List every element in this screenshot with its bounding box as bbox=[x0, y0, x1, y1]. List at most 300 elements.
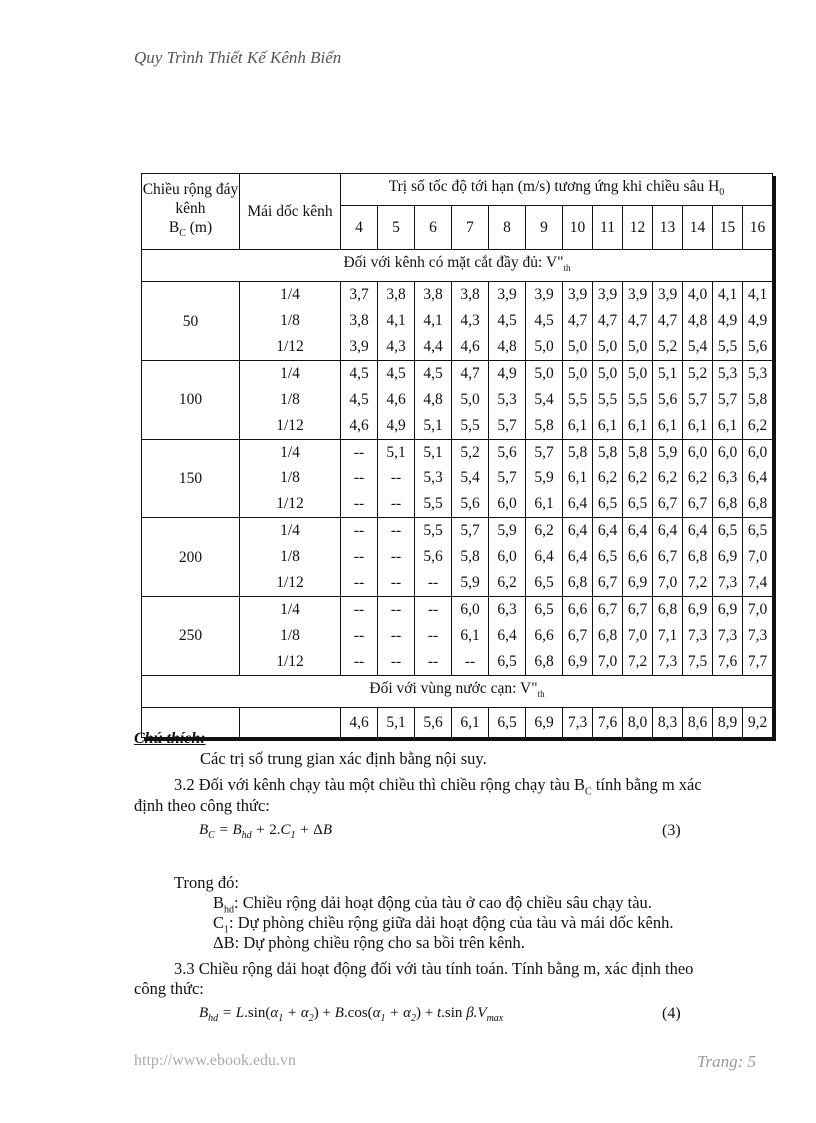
speed-value: 5,0 bbox=[567, 337, 588, 355]
speed-value: -- bbox=[390, 652, 402, 670]
speed-value: 4,3 bbox=[386, 337, 406, 355]
speed-value: -- bbox=[353, 573, 365, 591]
speed-cell bbox=[526, 518, 563, 597]
speed-value: 6,8 bbox=[717, 495, 738, 513]
depth-header-cell: 8 bbox=[489, 206, 526, 250]
col-header-slope: Mái dốc kênh bbox=[240, 174, 341, 250]
speed-value: -- bbox=[353, 443, 365, 461]
slope-value: 1/8 bbox=[280, 469, 300, 487]
speed-value: 6,8 bbox=[747, 495, 768, 513]
shallow-speed-cell: 6,9 bbox=[526, 707, 563, 737]
speed-cell bbox=[653, 282, 683, 361]
speed-value: 6,0 bbox=[460, 600, 480, 618]
speed-cell bbox=[415, 282, 452, 361]
speed-value: -- bbox=[390, 495, 402, 513]
speed-value: 6,8 bbox=[567, 573, 588, 591]
speed-value: -- bbox=[427, 626, 439, 644]
speed-cell bbox=[341, 360, 378, 439]
width-cell: 150 bbox=[142, 439, 240, 518]
speed-value: 7,3 bbox=[687, 626, 708, 644]
speed-value: 5,8 bbox=[747, 390, 768, 408]
speed-value: 7,5 bbox=[687, 652, 708, 670]
speed-value: 4,5 bbox=[349, 364, 369, 382]
slope-value: 1/4 bbox=[280, 443, 300, 461]
speed-value: 6,6 bbox=[627, 548, 648, 566]
speed-value: 7,6 bbox=[717, 652, 738, 670]
slope-value: 1/8 bbox=[280, 548, 300, 566]
speed-value: 6,5 bbox=[534, 573, 554, 591]
speed-value: 4,7 bbox=[657, 312, 678, 330]
speed-value: -- bbox=[353, 600, 365, 618]
speed-value: 5,7 bbox=[534, 443, 554, 461]
slope-cell bbox=[240, 360, 341, 439]
speed-value: 4,6 bbox=[460, 337, 480, 355]
col-header-speed: Trị số tốc độ tới hạn (m/s) tương ứng khi chiều sâu $H_0$ bbox=[341, 174, 773, 206]
speed-value: 3,9 bbox=[349, 337, 369, 355]
speed-cell bbox=[713, 282, 743, 361]
section-3-2-line2: định theo công thức: bbox=[134, 796, 270, 815]
speed-value: 5,5 bbox=[567, 390, 588, 408]
speed-value: 6,5 bbox=[534, 600, 554, 618]
section-shallow-water: Đối với vùng nước cạn: $V"_{th}$ bbox=[142, 675, 773, 707]
depth-header-cell: 14 bbox=[683, 206, 713, 250]
speed-cell bbox=[563, 596, 593, 675]
speed-value: 7,4 bbox=[747, 573, 768, 591]
equation-3-number: (3) bbox=[662, 822, 681, 839]
speed-value: 6,6 bbox=[534, 626, 554, 644]
speed-value: 5,0 bbox=[567, 364, 588, 382]
speed-value: 5,8 bbox=[567, 443, 588, 461]
speed-value: 5,5 bbox=[717, 337, 738, 355]
slope-cell bbox=[240, 282, 341, 361]
speed-value: 5,9 bbox=[460, 573, 480, 591]
speed-value: 6,7 bbox=[687, 495, 708, 513]
speed-cell bbox=[743, 518, 773, 597]
speed-cell bbox=[683, 360, 713, 439]
speed-value: 5,9 bbox=[497, 522, 517, 540]
speed-value: 5,0 bbox=[627, 337, 648, 355]
speed-cell bbox=[526, 282, 563, 361]
speed-cell bbox=[489, 596, 526, 675]
speed-cell bbox=[743, 360, 773, 439]
depth-header-cell: 9 bbox=[526, 206, 563, 250]
where-label: Trong đó: bbox=[174, 873, 239, 892]
shallow-speed-cell: 4,6 bbox=[341, 707, 378, 737]
section-full-cross-section: Đối với kênh có mặt cắt đầy đủ: $V"_{th}$ bbox=[142, 250, 773, 282]
speed-value: 4,9 bbox=[747, 312, 768, 330]
speed-value: 6,5 bbox=[597, 548, 618, 566]
speed-cell bbox=[378, 518, 415, 597]
speed-value: 6,5 bbox=[497, 652, 517, 670]
speed-value: 5,0 bbox=[534, 364, 554, 382]
speed-value: 5,7 bbox=[687, 390, 708, 408]
slope-value: 1/12 bbox=[276, 337, 304, 355]
speed-value: 6,4 bbox=[567, 548, 588, 566]
speed-cell bbox=[415, 360, 452, 439]
speed-value: -- bbox=[353, 652, 365, 670]
speed-value: 6,9 bbox=[687, 600, 708, 618]
speed-value: 5,1 bbox=[657, 364, 678, 382]
speed-value: 6,2 bbox=[627, 469, 648, 487]
speed-value: 4,5 bbox=[386, 364, 406, 382]
slope-value: 1/8 bbox=[280, 390, 300, 408]
speed-value: 4,5 bbox=[423, 364, 443, 382]
slope-value: 1/8 bbox=[280, 626, 300, 644]
speed-value: 3,8 bbox=[460, 286, 480, 304]
slope-value: 1/12 bbox=[276, 495, 304, 513]
speed-value: 7,2 bbox=[687, 573, 708, 591]
speed-value: 6,1 bbox=[717, 416, 738, 434]
speed-cell bbox=[563, 360, 593, 439]
speed-value: 5,2 bbox=[687, 364, 708, 382]
shallow-speed-cell: 9,2 bbox=[743, 707, 773, 737]
speed-value: 4,9 bbox=[497, 364, 517, 382]
speed-value: 3,8 bbox=[423, 286, 443, 304]
speed-cell bbox=[341, 439, 378, 518]
section-3-3-line2: công thức: bbox=[134, 979, 204, 998]
speed-cell bbox=[452, 282, 489, 361]
speed-value: 6,0 bbox=[717, 443, 738, 461]
speed-value: 5,5 bbox=[460, 416, 480, 434]
speed-cell bbox=[341, 282, 378, 361]
speed-cell bbox=[526, 596, 563, 675]
slope-value: 1/8 bbox=[280, 312, 300, 330]
speed-value: 6,8 bbox=[597, 626, 618, 644]
speed-cell bbox=[489, 282, 526, 361]
speed-value: 6,4 bbox=[567, 495, 588, 513]
speed-cell bbox=[452, 360, 489, 439]
speed-value: 4,5 bbox=[349, 390, 369, 408]
speed-cell bbox=[743, 282, 773, 361]
speed-value: 3,9 bbox=[627, 286, 648, 304]
speed-value: 6,8 bbox=[657, 600, 678, 618]
speed-value: 3,7 bbox=[349, 286, 369, 304]
depth-header-cell: 15 bbox=[713, 206, 743, 250]
speed-value: 6,5 bbox=[627, 495, 648, 513]
footer-url: http://www.ebook.edu.vn bbox=[134, 1052, 297, 1069]
speed-cell bbox=[593, 596, 623, 675]
speed-value: -- bbox=[390, 626, 402, 644]
speed-value: 6,8 bbox=[687, 548, 708, 566]
speed-value: 6,4 bbox=[687, 522, 708, 540]
shallow-speed-cell: 8,6 bbox=[683, 707, 713, 737]
speed-value: 6,2 bbox=[534, 522, 554, 540]
speed-cell bbox=[683, 439, 713, 518]
shallow-speed-cell: 7,3 bbox=[563, 707, 593, 737]
table-row bbox=[142, 596, 773, 675]
depth-header-cell: 4 bbox=[341, 206, 378, 250]
speed-value: 5,8 bbox=[460, 548, 480, 566]
speed-cell bbox=[653, 360, 683, 439]
speed-value: 3,9 bbox=[534, 286, 554, 304]
speed-cell bbox=[378, 360, 415, 439]
speed-value: 6,0 bbox=[687, 443, 708, 461]
definition-delta-b: ΔB: Dự phòng chiều rộng cho sa bồi trên kênh. bbox=[213, 933, 525, 952]
speed-value: 7,0 bbox=[657, 573, 678, 591]
speed-value: -- bbox=[390, 548, 402, 566]
shallow-empty-cell bbox=[240, 707, 341, 737]
shallow-speed-cell: 8,0 bbox=[623, 707, 653, 737]
speed-cell bbox=[743, 439, 773, 518]
speed-cell bbox=[713, 360, 743, 439]
speed-value: -- bbox=[464, 652, 476, 670]
speed-value: 5,3 bbox=[717, 364, 738, 382]
shallow-speed-cell: 8,9 bbox=[713, 707, 743, 737]
width-cell: 250 bbox=[142, 596, 240, 675]
depth-header-cell: 11 bbox=[593, 206, 623, 250]
depth-header-cell: 5 bbox=[378, 206, 415, 250]
width-cell: 50 bbox=[142, 282, 240, 361]
speed-value: 4,7 bbox=[460, 364, 480, 382]
speed-cell bbox=[415, 439, 452, 518]
speed-cell bbox=[683, 282, 713, 361]
speed-value: 6,9 bbox=[627, 573, 648, 591]
speed-value: 6,4 bbox=[627, 522, 648, 540]
shallow-speed-cell: 6,5 bbox=[489, 707, 526, 737]
section-3-3-line1: 3.3 Chiều rộng dải hoạt động đối với tàu tính toán. Tính bằng m, xác định theo bbox=[174, 959, 694, 978]
slope-value: 1/4 bbox=[280, 522, 300, 540]
speed-value: 6,1 bbox=[460, 626, 480, 644]
speed-cell bbox=[526, 360, 563, 439]
speed-value: 5,5 bbox=[597, 390, 618, 408]
speed-value: 6,5 bbox=[597, 495, 618, 513]
footer-page-number: Trang: 5 bbox=[697, 1052, 757, 1071]
speed-value: 6,1 bbox=[657, 416, 678, 434]
speed-value: 4,5 bbox=[534, 312, 554, 330]
speed-cell bbox=[623, 596, 653, 675]
speed-cell bbox=[623, 360, 653, 439]
speed-value: 5,3 bbox=[497, 390, 517, 408]
speed-value: 6,1 bbox=[534, 495, 554, 513]
speed-value: 6,4 bbox=[747, 469, 768, 487]
speed-cell bbox=[683, 518, 713, 597]
speed-value: 5,5 bbox=[423, 522, 443, 540]
speed-value: 4,6 bbox=[386, 390, 406, 408]
speed-value: 6,7 bbox=[627, 600, 648, 618]
speed-cell bbox=[452, 439, 489, 518]
page-header-title: Quy Trình Thiết Kế Kênh Biển bbox=[134, 48, 342, 67]
speed-cell bbox=[653, 439, 683, 518]
speed-value: 5,0 bbox=[627, 364, 648, 382]
speed-value: 6,2 bbox=[687, 469, 708, 487]
speed-value: 3,9 bbox=[497, 286, 517, 304]
speed-value: 5,5 bbox=[627, 390, 648, 408]
speed-value: 4,3 bbox=[460, 312, 480, 330]
speed-value: 7,2 bbox=[627, 652, 648, 670]
speed-value: 6,3 bbox=[717, 469, 738, 487]
table-row bbox=[142, 439, 773, 518]
slope-value: 1/4 bbox=[280, 364, 300, 382]
speed-value: 6,7 bbox=[597, 600, 618, 618]
equation-4: $B_{hd} = L.\sin(\alpha_1 + \alpha_2) + B.\cos(\alpha_1 + \alpha_2) + t.\sin$ $\beta.V_{max}$ bbox=[199, 1005, 504, 1024]
speed-value: 5,4 bbox=[534, 390, 554, 408]
speed-value: 6,4 bbox=[534, 548, 554, 566]
col-header-width: Chiều rộng đáy kênh $B_C$ (m) bbox=[142, 174, 240, 250]
speed-value: 6,7 bbox=[597, 573, 618, 591]
speed-value: 6,9 bbox=[717, 548, 738, 566]
speed-value: 6,7 bbox=[657, 548, 678, 566]
speed-value: 5,4 bbox=[687, 337, 708, 355]
speed-value: 6,4 bbox=[597, 522, 618, 540]
speed-value: 6,2 bbox=[597, 469, 618, 487]
speed-value: 6,8 bbox=[534, 652, 554, 670]
speed-value: 7,3 bbox=[717, 573, 738, 591]
speed-value: 4,1 bbox=[423, 312, 443, 330]
speed-value: 6,0 bbox=[747, 443, 768, 461]
definition-bhd: $B_{hd}$: Chiều rộng dải hoạt động của tàu ở cao độ chiều sâu chạy tàu. bbox=[213, 893, 652, 916]
speed-value: 3,9 bbox=[597, 286, 618, 304]
speed-value: 6,1 bbox=[627, 416, 648, 434]
width-cell: 200 bbox=[142, 518, 240, 597]
speed-value: 5,0 bbox=[597, 337, 618, 355]
speed-value: 5,1 bbox=[423, 443, 443, 461]
speed-value: 4,5 bbox=[497, 312, 517, 330]
speed-value: 6,0 bbox=[497, 548, 517, 566]
speed-cell bbox=[452, 596, 489, 675]
speed-value: 6,1 bbox=[597, 416, 618, 434]
note-title: Chú thích: bbox=[134, 730, 206, 747]
slope-value: 1/4 bbox=[280, 286, 300, 304]
shallow-speed-cell: 5,1 bbox=[378, 707, 415, 737]
speed-value: 4,9 bbox=[717, 312, 738, 330]
speed-value: 6,4 bbox=[497, 626, 517, 644]
speed-value: -- bbox=[427, 652, 439, 670]
speed-value: 6,9 bbox=[717, 600, 738, 618]
speed-value: -- bbox=[390, 600, 402, 618]
slope-value: 1/12 bbox=[276, 416, 304, 434]
speed-cell bbox=[683, 596, 713, 675]
slope-cell bbox=[240, 596, 341, 675]
table-row bbox=[142, 518, 773, 597]
speed-value: -- bbox=[353, 548, 365, 566]
speed-value: 6,1 bbox=[567, 469, 588, 487]
speed-value: 5,1 bbox=[423, 416, 443, 434]
speed-value: 5,4 bbox=[460, 469, 480, 487]
speed-value: 4,1 bbox=[717, 286, 738, 304]
speed-value: 6,9 bbox=[567, 652, 588, 670]
speed-value: -- bbox=[353, 495, 365, 513]
speed-value: 4,8 bbox=[423, 390, 443, 408]
speed-value: 4,0 bbox=[687, 286, 708, 304]
speed-value: 3,9 bbox=[567, 286, 588, 304]
speed-cell bbox=[452, 518, 489, 597]
slope-value: 1/4 bbox=[280, 600, 300, 618]
speed-cell bbox=[341, 518, 378, 597]
speed-value: -- bbox=[353, 522, 365, 540]
speed-cell bbox=[593, 282, 623, 361]
speed-cell bbox=[563, 282, 593, 361]
speed-value: 4,8 bbox=[687, 312, 708, 330]
note-line: Các trị số trung gian xác định bằng nội suy. bbox=[200, 749, 487, 768]
speed-value: 6,7 bbox=[567, 626, 588, 644]
slope-value: 1/12 bbox=[276, 573, 304, 591]
speed-value: 5,2 bbox=[657, 337, 678, 355]
speed-value: 6,2 bbox=[657, 469, 678, 487]
speed-value: 5,9 bbox=[534, 469, 554, 487]
speed-cell bbox=[623, 282, 653, 361]
speed-value: 4,9 bbox=[386, 416, 406, 434]
speed-cell bbox=[623, 439, 653, 518]
speed-value: 5,3 bbox=[423, 469, 443, 487]
speed-cell bbox=[489, 518, 526, 597]
table-row bbox=[142, 282, 773, 361]
speed-value: 6,5 bbox=[717, 522, 738, 540]
speed-value: 7,3 bbox=[657, 652, 678, 670]
speed-cell bbox=[713, 518, 743, 597]
speed-value: 6,2 bbox=[497, 573, 517, 591]
speed-cell bbox=[489, 439, 526, 518]
speed-value: 7,0 bbox=[627, 626, 648, 644]
speed-cell bbox=[415, 596, 452, 675]
speed-value: 7,0 bbox=[597, 652, 618, 670]
shallow-speed-cell: 5,6 bbox=[415, 707, 452, 737]
speed-value: 5,7 bbox=[497, 469, 517, 487]
speed-value: 5,8 bbox=[597, 443, 618, 461]
section-3-2-line1: 3.2 Đối với kênh chạy tàu một chiều thì chiều rộng chạy tàu $B_C$ tính bằng m xác bbox=[174, 775, 702, 798]
speed-value: 5,6 bbox=[747, 337, 768, 355]
speed-value: 5,7 bbox=[497, 416, 517, 434]
depth-header-cell: 7 bbox=[452, 206, 489, 250]
speed-value: 4,8 bbox=[497, 337, 517, 355]
speed-cell bbox=[713, 596, 743, 675]
speed-cell bbox=[713, 439, 743, 518]
speed-cell bbox=[415, 518, 452, 597]
speed-value: 5,0 bbox=[534, 337, 554, 355]
speed-value: 5,1 bbox=[386, 443, 406, 461]
shallow-speed-cell: 8,3 bbox=[653, 707, 683, 737]
speed-value: -- bbox=[390, 469, 402, 487]
speed-value: 6,4 bbox=[567, 522, 588, 540]
speed-value: 4,7 bbox=[567, 312, 588, 330]
speed-value: 3,9 bbox=[657, 286, 678, 304]
shallow-speed-cell: 7,6 bbox=[593, 707, 623, 737]
speed-value: 4,7 bbox=[627, 312, 648, 330]
speed-value: 3,8 bbox=[386, 286, 406, 304]
speed-value: 5,6 bbox=[657, 390, 678, 408]
speed-value: 7,7 bbox=[747, 652, 768, 670]
speed-value: -- bbox=[427, 600, 439, 618]
speed-value: 5,2 bbox=[460, 443, 480, 461]
speed-value: 6,1 bbox=[567, 416, 588, 434]
speed-cell bbox=[743, 596, 773, 675]
speed-value: 4,6 bbox=[349, 416, 369, 434]
speed-cell bbox=[593, 518, 623, 597]
depth-header-cell: 13 bbox=[653, 206, 683, 250]
speed-value: 6,5 bbox=[747, 522, 768, 540]
speed-cell bbox=[563, 439, 593, 518]
speed-value: 4,1 bbox=[386, 312, 406, 330]
speed-value: 7,3 bbox=[747, 626, 768, 644]
speed-cell bbox=[653, 518, 683, 597]
speed-value: 5,9 bbox=[657, 443, 678, 461]
depth-header-cell: 16 bbox=[743, 206, 773, 250]
depth-header-cell: 12 bbox=[623, 206, 653, 250]
speed-cell bbox=[378, 439, 415, 518]
equation-3: $B_C = B_{hd} + 2.C_1 + \Delta B$ bbox=[199, 822, 332, 841]
speed-value: 5,5 bbox=[423, 495, 443, 513]
depth-header-cell: 10 bbox=[563, 206, 593, 250]
speed-cell bbox=[593, 360, 623, 439]
speed-value: 5,7 bbox=[717, 390, 738, 408]
speed-value: 5,8 bbox=[534, 416, 554, 434]
speed-value: 7,0 bbox=[747, 548, 768, 566]
speed-cell bbox=[526, 439, 563, 518]
speed-value: 5,3 bbox=[747, 364, 768, 382]
speed-value: 5,7 bbox=[460, 522, 480, 540]
speed-value: 6,3 bbox=[497, 600, 517, 618]
speed-value: 7,1 bbox=[657, 626, 678, 644]
shallow-speed-cell: 6,1 bbox=[452, 707, 489, 737]
